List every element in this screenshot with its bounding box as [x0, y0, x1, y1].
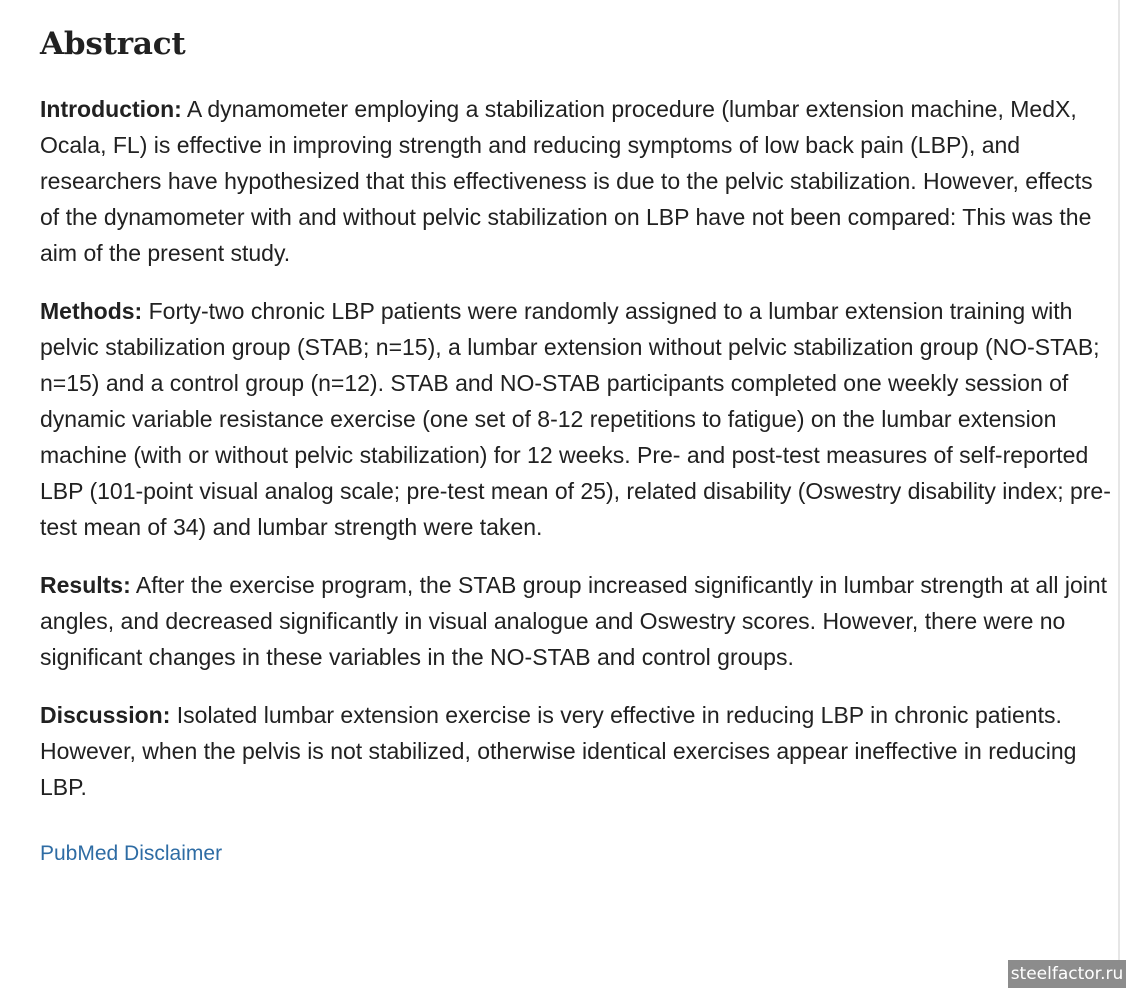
section-label-results: Results: [40, 572, 131, 598]
section-label-methods: Methods: [40, 298, 143, 324]
abstract-discussion [40, 697, 1112, 805]
section-label-introduction: Introduction: [40, 96, 182, 122]
abstract-results [40, 567, 1112, 675]
section-text-results: After the exercise program, the STAB group increased significantly in lumbar strength at all joint angles, and decreased significantly in visual analogue and Oswestry scores. However, there were no significant changes in these variables in the NO-STAB and control groups. [40, 572, 1108, 670]
abstract-introduction [40, 91, 1112, 271]
abstract-methods [40, 293, 1112, 545]
section-text-introduction: A dynamometer employing a stabilization procedure (lumbar extension machine, MedX, Ocala, FL) is effective in improving strength and reducing symptoms of low back pain (LBP), and researchers have hypothesized that this effectiveness is due to the pelvic stabilization. However, effects of the dynamometer with and without pelvic stabilization on LBP have not been compared: This was the aim of the present study. [40, 96, 1093, 266]
section-text-discussion: Isolated lumbar extension exercise is very effective in reducing LBP in chronic patients. However, when the pelvis is not stabilized, otherwise identical exercises appear ineffective in reducing LBP. [40, 702, 1077, 800]
section-label-discussion: Discussion: [40, 702, 171, 728]
page-edge-divider [1118, 0, 1120, 988]
abstract-heading: Abstract [40, 26, 186, 62]
site-watermark: steelfactor.ru [1008, 960, 1126, 988]
pubmed-disclaimer-link[interactable]: PubMed Disclaimer [40, 842, 223, 865]
abstract-section [40, 22, 1112, 869]
section-text-methods: Forty-two chronic LBP patients were randomly assigned to a lumbar extension training with pelvic stabilization group (STAB; n=15), a lumbar extension without pelvic stabilization group (NO-STAB; n=15) and a control group (n=12). STAB and NO-STAB participants completed one weekly session of dynamic variable resistance exercise (one set of 8-12 repetitions to fatigue) on the lumbar extension machine (with or without pelvic stabilization) for 12 weeks. Pre- and post-test measures of self-reported LBP (101-point visual analog scale; pre-test mean of 25), related disability (Oswestry disability index; pre-test mean of 34) and lumbar strength were taken. [40, 298, 1111, 540]
